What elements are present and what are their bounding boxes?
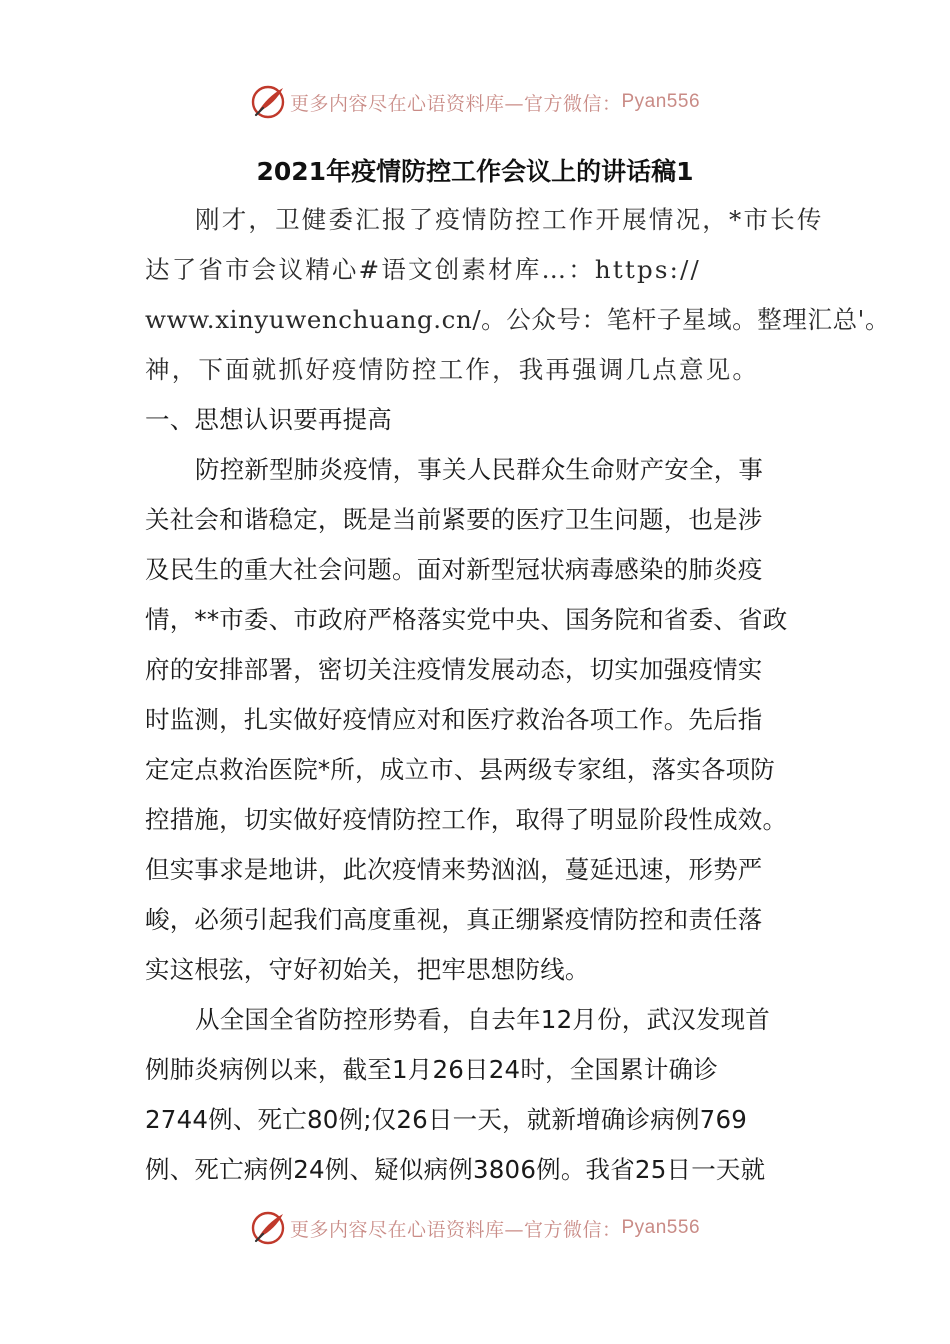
text-line: 情，**市委、市政府严格落实党中央、国务院和省委、省政 <box>145 605 788 634</box>
text-line: 峻，必须引起我们高度重视，真正绷紧疫情防控和责任落 <box>145 905 763 934</box>
paragraph-intro <box>145 195 891 395</box>
text-line: 2744例、死亡80例;仅26日一天，就新增确诊病例769 <box>145 1105 748 1134</box>
text-line: 定定点救治医院*所，成立市、县两级专家组，落实各项防 <box>145 755 775 784</box>
paragraph-situation <box>145 995 825 1195</box>
text-line: 例肺炎病例以来，截至1月26日24时，全国累计确诊 <box>145 1055 718 1084</box>
banner-wechat-id: Pyan556 <box>621 1217 701 1238</box>
banner-wechat-id: Pyan556 <box>621 91 701 112</box>
paragraph-thinking <box>145 445 825 995</box>
document-body <box>145 195 891 1195</box>
section-heading: 一、思想认识要再提高 <box>145 405 392 434</box>
banner-text: 更多内容尽在心语资料库—官方微信： <box>289 1218 622 1241</box>
text-line: 刚才，卫健委汇报了疫情防控工作开展情况，*市长传 <box>195 205 824 234</box>
text-line: 从全国全省防控形势看，自去年12月份，武汉发现首 <box>195 1005 770 1034</box>
text-line: 但实事求是地讲，此次疫情来势汹汹，蔓延迅速，形势严 <box>145 855 763 884</box>
text-line: 防控新型肺炎疫情，事关人民群众生命财产安全，事 <box>195 455 764 484</box>
text-line: 神，下面就抓好疫情防控工作，我再强调几点意见。 <box>145 355 760 384</box>
header-watermark-banner <box>0 82 950 122</box>
quill-pen-circle-icon <box>250 1210 286 1246</box>
text-line: 府的安排部署，密切关注疫情发展动态，切实加强疫情实 <box>145 655 763 684</box>
text-line: 实这根弦，守好初始关，把牢思想防线。 <box>145 955 590 984</box>
text-line: 控措施，切实做好疫情防控工作，取得了明显阶段性成效。 <box>145 805 788 834</box>
footer-watermark-banner <box>0 1208 950 1248</box>
text-line: 例、死亡病例24例、疑似病例3806例。我省25日一天就 <box>145 1155 766 1184</box>
text-line: www.xinyuwenchuang.cn/。公众号：笔杆子星域。整理汇总'。 <box>145 305 891 334</box>
text-line: 及民生的重大社会问题。面对新型冠状病毒感染的肺炎疫 <box>145 555 763 584</box>
quill-pen-circle-icon <box>250 84 286 120</box>
text-line: 时监测，扎实做好疫情应对和医疗救治各项工作。先后指 <box>145 705 763 734</box>
text-line: 达了省市会议精心#语文创素材库…：https:// <box>145 255 702 284</box>
document-title: 2021年疫情防控工作会议上的讲话稿1 <box>256 157 694 186</box>
banner-text: 更多内容尽在心语资料库—官方微信： <box>289 92 622 115</box>
text-line: 关社会和谐稳定，既是当前紧要的医疗卫生问题，也是涉 <box>145 505 763 534</box>
